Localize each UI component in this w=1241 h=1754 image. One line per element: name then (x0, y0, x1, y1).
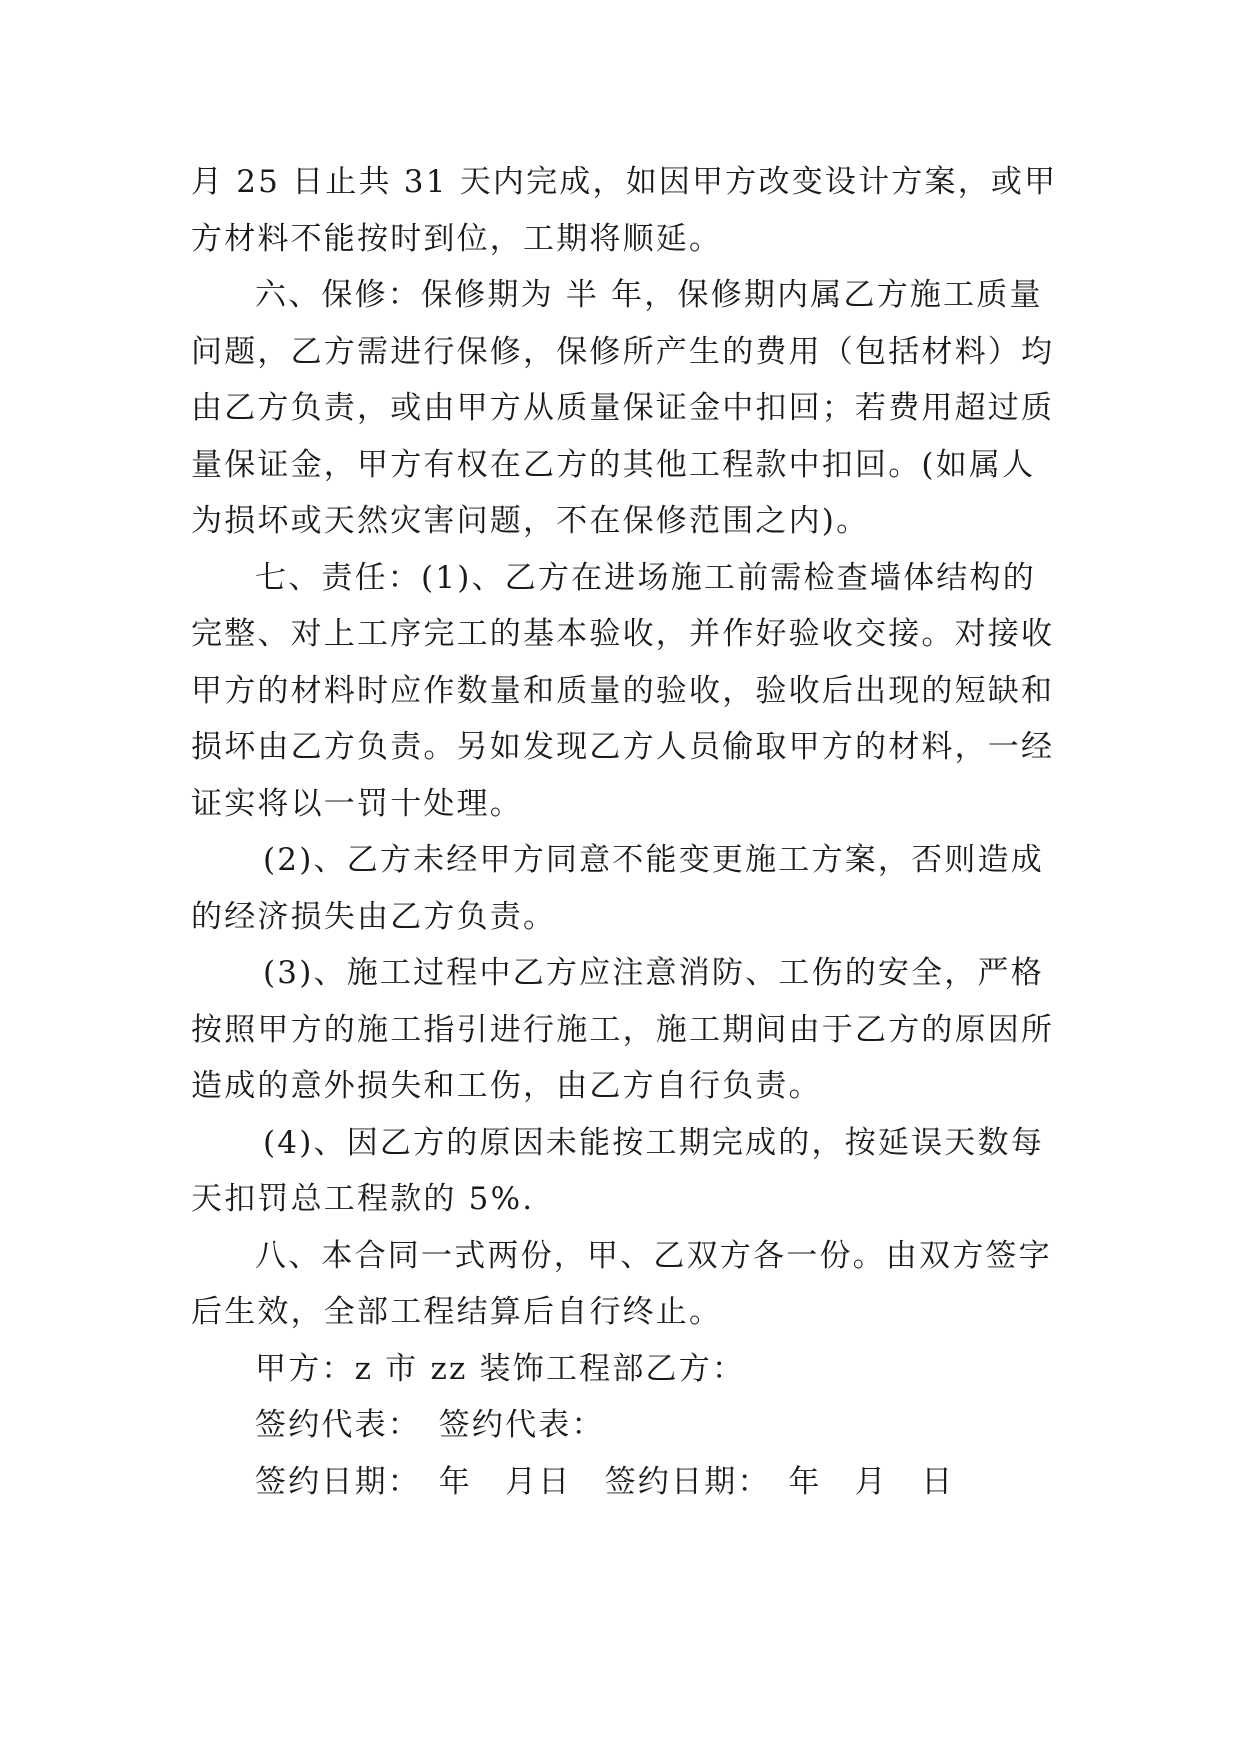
text-line: 损坏由乙方负责。另如发现乙方人员偷取甲方的材料，一经 (191, 729, 1055, 765)
clause-7-item-2: (2)、乙方未经甲方同意不能变更施工方案，否则造成 (263, 842, 1044, 878)
text-line: 完整、对上工序完工的基本验收，并作好验收交接。对接收 (191, 616, 1055, 652)
text-line: 月 25 日止共 31 天内完成，如因甲方改变设计方案，或甲 (191, 164, 1058, 200)
text-line: 证实将以一罚十处理。 (191, 785, 523, 822)
signing-date-line: 签约日期： 年 月日 签约日期： 年 月 日 (255, 1463, 955, 1500)
clause-6-heading: 六、保修：保修期为 半 年，保修期内属乙方施工质量 (255, 277, 1043, 313)
text-line: 为损坏或天然灾害问题，不在保修范围之内)。 (191, 503, 870, 539)
text-line: 由乙方负责，或由甲方从质量保证金中扣回；若费用超过质 (191, 390, 1055, 426)
clause-8-heading: 八、本合同一式两份，甲、乙双方各一份。由双方签字 (255, 1237, 1052, 1274)
clause-7-heading: 七、责任：(1)、乙方在进场施工前需检查墙体结构的 (255, 559, 1036, 596)
text-line: 量保证金，甲方有权在乙方的其他工程款中扣回。(如属人 (191, 446, 1036, 483)
text-line: 按照甲方的施工指引进行施工，施工期间由于乙方的原因所 (191, 1011, 1055, 1048)
text-line: 造成的意外损失和工伤，由乙方自行负责。 (191, 1068, 822, 1104)
clause-7-item-3: (3)、施工过程中乙方应注意消防、工伤的安全，严格 (263, 955, 1044, 991)
clause-7-item-4: (4)、因乙方的原因未能按工期完成的，按延误天数每 (263, 1124, 1044, 1161)
text-line: 后生效，全部工程结算后自行终止。 (191, 1294, 723, 1330)
text-line: 方材料不能按时到位，工期将顺延。 (191, 220, 723, 257)
text-line: 的经济损失由乙方负责。 (191, 898, 557, 935)
text-line: 甲方的材料时应作数量和质量的验收，验收后出现的短缺和 (191, 672, 1055, 709)
text-line: 问题，乙方需进行保修，保修所产生的费用（包括材料）均 (191, 333, 1055, 370)
text-line: 天扣罚总工程款的 5%. (191, 1181, 535, 1217)
signatory-line: 签约代表： 签约代表： (255, 1407, 605, 1443)
party-line: 甲方：z 市 zz 装饰工程部乙方： (255, 1350, 746, 1387)
contract-text (191, 154, 1061, 1510)
